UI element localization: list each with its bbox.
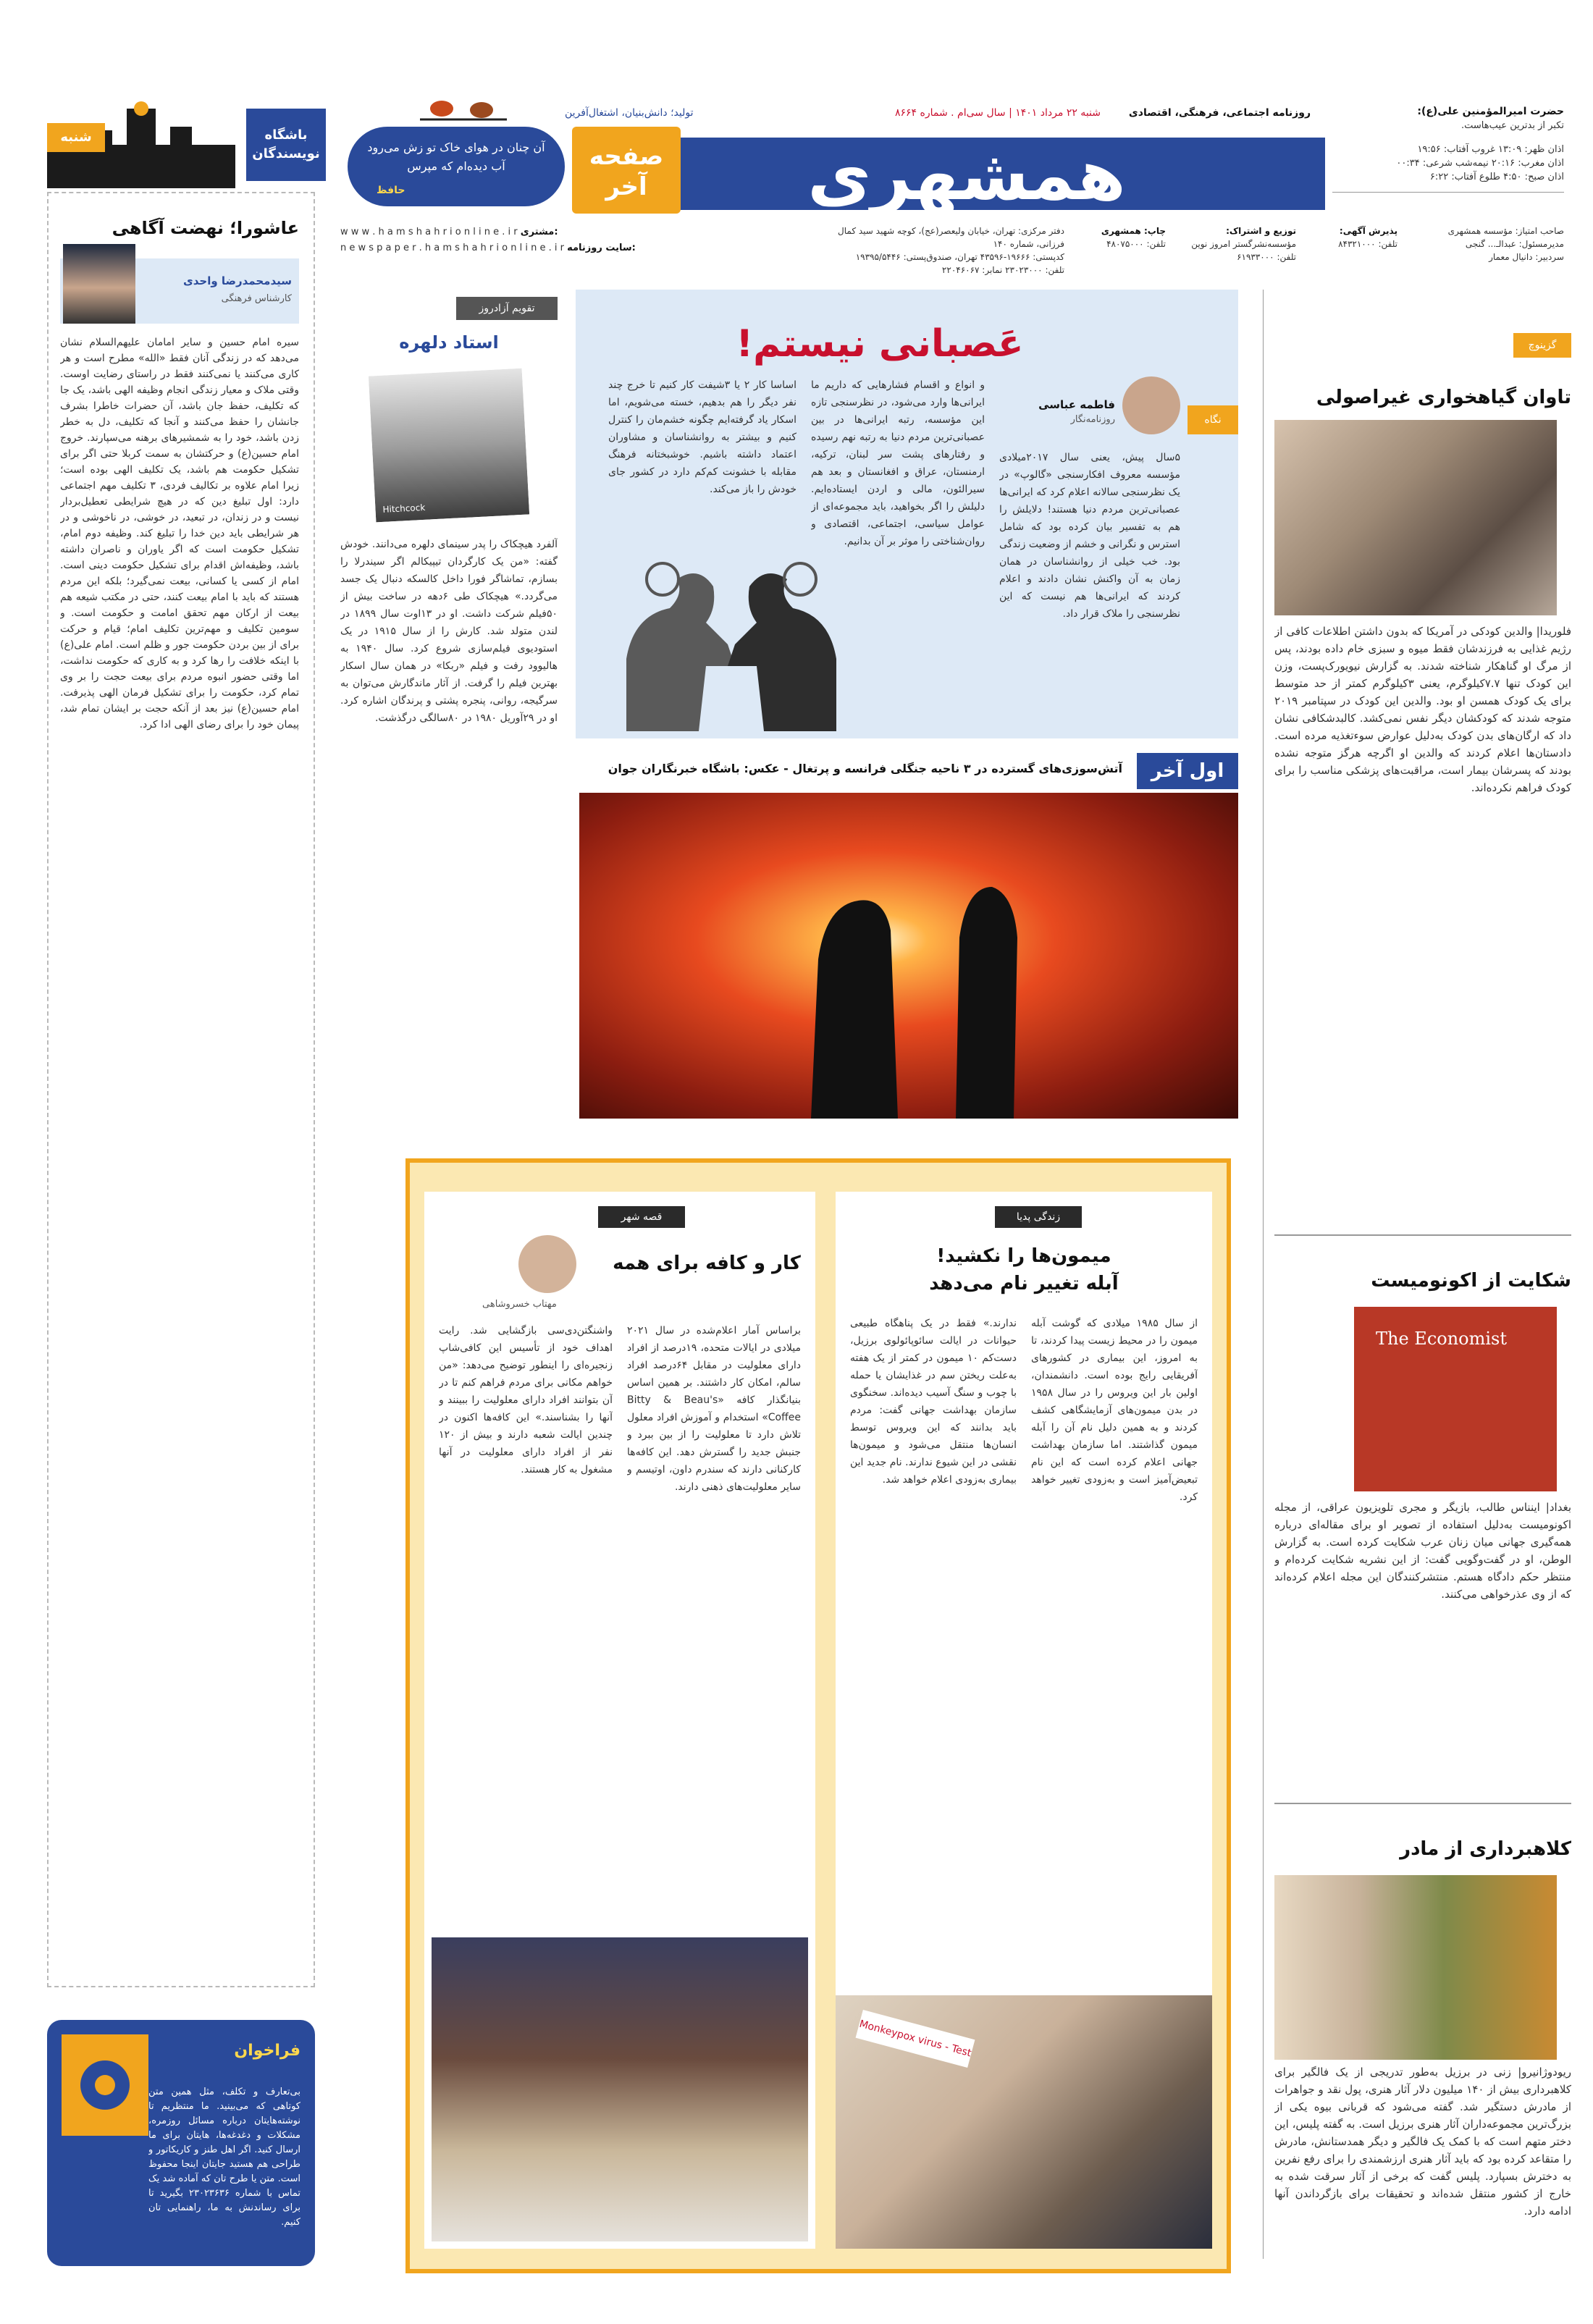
- newspaper-logo[interactable]: [608, 116, 1325, 224]
- calendar-tag: تقویم آزادروز: [456, 297, 558, 320]
- calendar-column: [340, 290, 558, 1122]
- bottom-block: [405, 1158, 1231, 2273]
- story-body: ریودوژانیرو| زنی در برزیل به‌طور تدریجی از یک فالگیر برای کلاهبرداری بیش از ۱۴۰ میلیون دلار آثار هنری، پول نقد و جواهرات از مادرش دستگیر شد. گفته می‌شود که قربانی بیوه یکی از بزرگ‌ترین مجموعه‌داران آثار هنری برزیل است. به گفته پلیس، این دختر متهم است که با کمک یک فالگیر و دیگر همدستانش، مادرش را متقاعد کرده بود که باید آثار هنری ارزشمندی را برای رفع نفرین به دخترش بسپارد. پلیس گفت که برخی از آثار سرقت شده به خارج از کشور منتقل شده‌اند و تحقیقات برای بازگرداندن آنها ادامه دارد.: [1274, 2066, 1571, 2218]
- birds-illustration-icon: [420, 87, 507, 130]
- divider: [1332, 192, 1564, 193]
- author-name: فاطمه عباسی: [1038, 398, 1115, 411]
- opinion-body: سیره امام حسین و سایر امامان علیهم‌السلام نشان می‌دهد که در زندگی آنان فقط «الله» مطرح است و هر کاری می‌کنند یا نمی‌کنند فقط در راستای رضایت اوست. وقتی ملاک و معیار زندگی انجام وظیفه الهی باشد، یک جا که تکلیف، حفظ جان باشد، آن حضرات خاطرا بشرف جانشان را حفظ می‌کنند و آنجا که تکلیف، دل به خطر زدن باشد، خود را به شمشیرهای برهنه می‌سپارند. خروج امام حسین(ع) و حرکتشان به سمت کربلا حتی اگر برای تشکیل حکومت هم باشد، یک تکلیف الهی بوده است؛ زیرا امام علاوه بر تکالیف فردی، ۳ تکلیف مهم اجتماعی دارد: اول تبلیغ دین که در هیچ شرایطی تعطیل‌بردار نیست و در زندان، در تبعید، در خوشی، در ناخوشی و در هر شرایطی باید دین خدا را تبلیغ کند. وظیفه دوم امام، تشکیل حکومت است که اگر یاوران و ناصران داشته باشد، وظیفه‌اش اقدام برای تشکیل حکومت دینی است. امام از کسی یا کسانی، بیعت نمی‌گیرد؛ بلکه این مردم هستند که باید با امام بیعت کنند، حتی در مکتب شیعه هم بیعت از ارکان مهم تحقق امامت و حکومت است. و سومین تکلیف و مهم‌ترین تکلیف امام؛ قیام و حرکت برای از بین بردن حکومت جور و ظلم است. امام علی(ع) با اینکه خلافت را رها کرد و به کاری که حکومت نداشت، اما وقتی حضور انبوه مردم برای بیعت حجت را بر وی تمام کرد، حکومت را برای تشکیل فرمان الهی پذیرفت. امام حسین(ع) نیز بعد از آنکه حجت بر ایشان تمام شد، پیمان خود را برای رضای الهی ادا کرد.: [60, 337, 299, 731]
- divider: [1274, 1803, 1571, 1804]
- author-name: مهتاب خسروشاهی: [482, 1299, 557, 1310]
- author-avatar: [518, 1235, 576, 1293]
- callout-logo-icon: [62, 2034, 148, 2136]
- hitchcock-caption: Hitchcock: [382, 502, 426, 515]
- arguing-silhouettes-icon: [597, 550, 865, 731]
- website-label: مشتری:: [520, 227, 558, 237]
- office-info: [818, 224, 1064, 277]
- feature-col: ۵سال پیش، یعنی سال ۲۰۱۷میلادی مؤسسه معروف افکارسنجی «گالوپ» در یک نظرسنجی سالانه اعلام کرد که ایرانی‌ها عصبانی‌ترین مردم دنیا هستند! دلایلش را هم به تفسیر بیان کرده بود که شامل استرس و نگرانی و خشم از وضعیت زندگی بود. خب خیلی از روانشناسان در همان زمان به آن واکنش نشان دادند و اعلام کردند که ایرانی‌ها هم نیست که این نظرسنجی را ملاک قرار داد.: [999, 452, 1180, 620]
- contact-row: [340, 224, 1564, 275]
- print-info: [1079, 224, 1166, 250]
- office-address: دفتر مرکزی: تهران، خیابان ولیعصر(عج)، کوچه شهید سید کمال فرزانی، شماره ۱۴۰: [838, 226, 1064, 249]
- prayer-time: اذان صبح: ۴:۵۰ طلوع آفتاب: ۶:۲۲: [1429, 172, 1564, 182]
- issue-line: شنبه ۲۲ مرداد ۱۴۰۱ | سال سی‌ام . شماره ۸۶۶۴: [894, 107, 1101, 119]
- author-role: روزنامه‌نگار: [1070, 414, 1115, 425]
- photo-section-title: اول آخر: [1137, 753, 1238, 789]
- distribution-phone: تلفن: ۶۱۹۳۳۰۰۰: [1237, 252, 1296, 262]
- prayer-time: اذان ظهر: ۱۳:۰۹ غروب آفتاب: ۱۹:۵۶: [1417, 144, 1564, 155]
- kicker-tag: نگاه: [1188, 405, 1238, 434]
- newspaper-site-label: سایت روزنامه:: [567, 243, 636, 253]
- newspaper-subtitle: روزنامه اجتماعی، فرهنگی، اقتصادی: [1128, 107, 1311, 119]
- opinion-title: عاشورا؛ نهضت آگاهی: [112, 218, 299, 238]
- writers-club-label: باشگاه نویسندگان: [252, 127, 320, 161]
- story-title: کلاهبرداری از مادر: [1400, 1838, 1571, 1860]
- logo-text: همشهری: [807, 135, 1126, 216]
- feature-col: اساسا کار ۲ یا ۳شیفت کار کنیم تا خرج چند نفر دیگر را هم بدهیم، خسته می‌شویم، اما اسکار یاد گرفته‌ایم چگونه خشم‌مان را کنترل کنیم و بیشتر به روانشناسان و مشاوران اعتماد داشته باشیم. خوشبختانه فرهنگ مقابله با خشونت کم‌کم دارد در کشور جای خودش را باز می‌کند.: [608, 379, 796, 495]
- ads-info: [1311, 224, 1397, 250]
- section-tag: گزینوچ: [1513, 333, 1571, 358]
- hadith-text: تکبر از بدترین عیب‌هاست.: [1461, 120, 1564, 131]
- print-phone: تلفن: ۴۸۰۷۵۰۰۰: [1106, 239, 1166, 249]
- photo-header: [579, 753, 1238, 789]
- wildfire-photo: [579, 793, 1238, 1119]
- distribution-info: [1180, 224, 1296, 264]
- story-col: واشنگتن‌دی‌سی بازگشایی شد. رایت اهداف خود از تأسیس این کافی‌شاپ زنجیره‌ای را اینطور توضیح می‌دهد: «من خواهم مکانی برای مردم فراهم کنم تا در آن بتوانند افراد دارای معلولیت را ببینند و آنها را بشناسند.» این کافه‌ها اکنون در چندین ایالت شعبه دارند و بیش از ۱۲۰ نفر از افراد دارای معلولیت در آنها مشغول به کار هستند.: [439, 1325, 613, 1475]
- feature-title: عَصبانی نیستم!: [736, 322, 1024, 366]
- credit-line: صاحب امتیاز: مؤسسه همشهری: [1447, 226, 1564, 236]
- author-photo: [63, 244, 135, 324]
- economist-cover-photo: [1354, 1307, 1557, 1491]
- prayer-time: اذان مغرب: ۲۰:۱۶ نیمه‌شب شرعی: ۰۰:۳۴: [1396, 158, 1564, 169]
- motto: تولید؛ دانش‌بنیان، اشتغال‌آفرین: [565, 107, 694, 119]
- day-label: شنبه: [47, 123, 105, 152]
- main-feature: [576, 290, 1238, 738]
- story-tag: قصه شهر: [598, 1206, 685, 1228]
- callout-body: بی‌تعارف و تکلف، مثل همین متن کوتاهی که می‌بینید. ما منتظریم تا نوشته‌هایتان درباره مسائل روزمره، مشکلات و دغدغه‌ها، هایتان برای ما ارسال کنید. اگر اهل طنز و کاریکاتور و طراحی هم هستید جایتان اینجا محفوظ است. متن یا طرح تان که آماده شد یک تماس با شماره ۲۳۰۲۳۶۳۶ بگیرید تا برای رساندنش به ما، راهنمایی تان کنیم.: [148, 2087, 300, 2228]
- credit-line: مدیرمسئول: عبدالـ... گنجی: [1465, 239, 1564, 249]
- story-body: بغداد| اینناس طالب، بازیگر و مجری تلویزیون عراقی، از مجله اکونومیست به‌دلیل استفاده از تصویر او برای مقاله‌ای درباره همه‌گیری جهانی میان زنان عرب شکایت کرده است. به گزارش الوطن، او در گفت‌وگویی گفت: از این نشریه شکایت کرده‌ام و منتظر حکم دادگاه هستم. منتشرکنندگان این مجله اعلام کرده‌اند که از وی عذرخواهی می‌کنند.: [1274, 1501, 1571, 1601]
- left-column: [47, 192, 315, 1987]
- cafe-staff-photo: [432, 1937, 808, 2241]
- calendar-title: استاد دلهره: [399, 332, 499, 353]
- hitchcock-photo: [366, 365, 533, 525]
- story-title-line1: میمون‌ها را نکشید!: [936, 1245, 1111, 1267]
- calendar-body: آلفرد هیچکاک را پدر سینمای دلهره می‌دانند. خودش گفته: «من یک کارگردان تیپیکالم اگر سیندرلا را بسازم، تماشاگر فورا داخل کالسکه دنبال یک جسد می‌گردد.» هیچکاک طی ۶دهه در ساخت بیش از ۵۰فیلم شرکت داشت. او در ۱۳اوت سال ۱۸۹۹ در لندن متولد شد. کارش را از سال ۱۹۱۵ در یک استودیوی فیلم‌سازی شروع کرد. سال ۱۹۴۰ به هالیوود رفت و فیلم «ربکا» در همان سال اسکار بهترین فیلم را گرفت. از آثار ماندگارش می‌توان به سرگیجه، روانی، پنجره پشتی و پرندگان اشاره کرد. او در ۲۹آوریل ۱۹۸۰ در ۸۰سالگی درگذشت.: [340, 539, 558, 724]
- last-page-badge: [572, 127, 681, 214]
- story-body: فلوریدا| والدین کودکی در آمریکا که بدون داشتن اطلاعات کافی از رژیم غذایی به فرزندشان فقط میوه و سبزی خام داده بودند، پس از مرگ او گناهکار شناخته شدند. به گزارش نیویورک‌پست، وزن این کودک تنها ۷.۷کیلوگرم، یعنی ۳کیلوگرم کمتر از حد متوسط برای یک کودک همسن او بود. والدین این کودک در سپتامبر ۲۰۱۹ متوجه شدند که کودکشان دیگر نفس نمی‌کشد. کالبدشکافی نشان داد که ارگان‌های بدن کودک به‌دلیل عوارض سوءتغذیه مرده است. دادستان‌ها اعلام کردند که والدین او اگرچه هرگز متوجه نشده بودند که پسرشان بیمار است، مراقبت‌های پزشکی مناسب را برای کودک فراهم نکرده‌اند.: [1274, 625, 1571, 794]
- story-col: از سال ۱۹۸۵ میلادی که گوشت آبله میمون را در محیط زیست پیدا کردند، تا به امروز، این بیماری در کشورهای آفریقایی رایج بوده است. دانشمندان، اولین بار این ویروس را در سال ۱۹۵۸ در بدن میمون‌های آزمایشگاهی کشف کردند و به همین دلیل نام آن را آبله میمون گذاشتند. اما سازمان بهداشت جهانی اعلام کرده است که این نام تبعیض‌آمیز است و به‌زودی تغییر خواهد کرد.: [1031, 1318, 1198, 1503]
- hadith-source: حضرت امیرالمؤمنین علی(ع):: [1417, 106, 1564, 117]
- poem-box: [348, 127, 565, 206]
- distribution-text: مؤسسه‌نشرگستر امروز نوین: [1191, 239, 1296, 249]
- distribution-label: توزیع و اشتراک:: [1226, 226, 1296, 236]
- story-title: تاوان گیاهخواری غیراصولی: [1316, 387, 1571, 408]
- newspaper-site-link[interactable]: n e w s p a p e r . h a m s h a h r i o n l i n e . i r: [340, 243, 564, 253]
- story-title: کار و کافه برای همه: [613, 1252, 801, 1274]
- ads-phone: تلفن: ۸۴۳۲۱۰۰۰: [1338, 239, 1397, 249]
- poet-name: حافظ: [377, 185, 405, 196]
- economist-logo-icon: The Economist: [1376, 1329, 1508, 1349]
- credit-line: سردبیر: دانیال معمار: [1489, 252, 1564, 262]
- story-col: ندارند.» فقط در یک پناهگاه طبیعی حیوانات در ایالت سائوپائولوی برزیل، دست‌کم ۱۰ میمون در کمتر از یک هفته به‌علت ریختن سم در غذایشان یا حمله با چوب و سنگ آسیب دیده‌اند. سخنگوی سازمان بهداشت جهانی گفت: مردم باید بدانند که این ویروس توسط انسان‌ها منتقل می‌شود و میمون‌ها نقشی در این شیوع ندارند. نام جدید این بیماری به‌زودی اعلام خواهد شد.: [850, 1318, 1017, 1486]
- story-col: براساس آمار اعلام‌شده در سال ۲۰۲۱ میلادی در ایالات متحده، ۱۹درصد از افراد دارای معلولیت در مقابل ۶۴درصد افراد سالم، امکان کار داشتند. بر همین اساس بنیانگذار کافه «Bitty & Beau's Coffee» استخدام و آموزش افراد معلول تلاش دارد تا معلولیت را از بین ببرد و جنبش جدید را گسترش دهد. این کافه‌ها کارکنانی دارند که سندرم داون، اوتیسم و سایر معلولیت‌های ذهنی دارند.: [627, 1325, 801, 1493]
- callout-title: فراخوان: [234, 2042, 300, 2060]
- writers-club-badge[interactable]: [246, 109, 326, 181]
- website-link[interactable]: w w w . h a m s h a h r i o n l i n e . i r: [340, 227, 518, 237]
- author-avatar: [1122, 376, 1180, 434]
- office-postal: کدپستی: ۱۹۶۶۶-۴۳۵۹۶ تهران، صندوق‌پستی: ۱۹۳۹۵/۵۴۴۶: [855, 252, 1064, 262]
- feature-col: و انواع و اقسام فشارهایی که داریم ما ایرانی‌ها وارد می‌شود، در نظرسنجی تازه این مؤسسه، رتبه ایرانی‌ها در بین عصبانی‌ترین مردم دنیا به رتبه نهم رسیده و رفتارهای پشت سر لبنان، ترکیه، ارمنستان، عراق و افغانستان و بعد هم سیرالئون، مالی و اردن ایستاده‌ایم. دلیلش را اگر بخواهید، باید مجموعه‌ای از عوامل سیاسی، اجتماعی، اقتصادی و روان‌شناختی را موثر بر آن بدانیم.: [811, 379, 985, 547]
- masthead-info: [1332, 105, 1564, 206]
- divider: [1274, 1234, 1571, 1236]
- last-page-label: صفحه آخر: [589, 142, 664, 201]
- photo-caption: آتش‌سوزی‌های گسترده در ۳ ناحیه جنگلی فرانسه و پرتغال - عکس: باشگاه خبرنگاران جوان: [608, 762, 1122, 775]
- story-title: شکایت از اکونومیست: [1371, 1270, 1571, 1292]
- column-rule: [1263, 290, 1264, 2259]
- story-tag: زندگی پدیا: [995, 1206, 1082, 1228]
- right-column: [1274, 293, 1571, 2291]
- test-label: Monkeypox virus - Test: [856, 2010, 975, 2068]
- office-phone: تلفن: ۲۳۰۲۳۰۰۰ نمابر: ۲۲۰۴۶۰۶۷: [941, 265, 1064, 275]
- callout-box: [47, 2020, 315, 2266]
- painting-photo: [1274, 1875, 1557, 2060]
- monkeypox-photo: [836, 1995, 1212, 2249]
- author-name: سیدمحمدرضا واحدی: [182, 274, 292, 287]
- poem-text: آن چنان در هوای خاک تو زش می‌رود آب دیده‌ام که مپرس: [367, 140, 545, 173]
- monkeypox-story: [836, 1192, 1212, 2249]
- cafe-story: [424, 1192, 815, 2249]
- credits: [1412, 224, 1564, 264]
- courtroom-photo: [1274, 420, 1557, 615]
- hamshahri-logo-graphic: [608, 116, 1325, 224]
- print-label: چاپ: همشهری: [1101, 226, 1166, 236]
- websites: [340, 224, 666, 256]
- author-role: کارشناس فرهنگی: [221, 293, 292, 304]
- ads-label: پذیرش آگهی:: [1339, 226, 1397, 236]
- story-title-line2: آبله تغییر نام می‌دهد: [929, 1273, 1119, 1294]
